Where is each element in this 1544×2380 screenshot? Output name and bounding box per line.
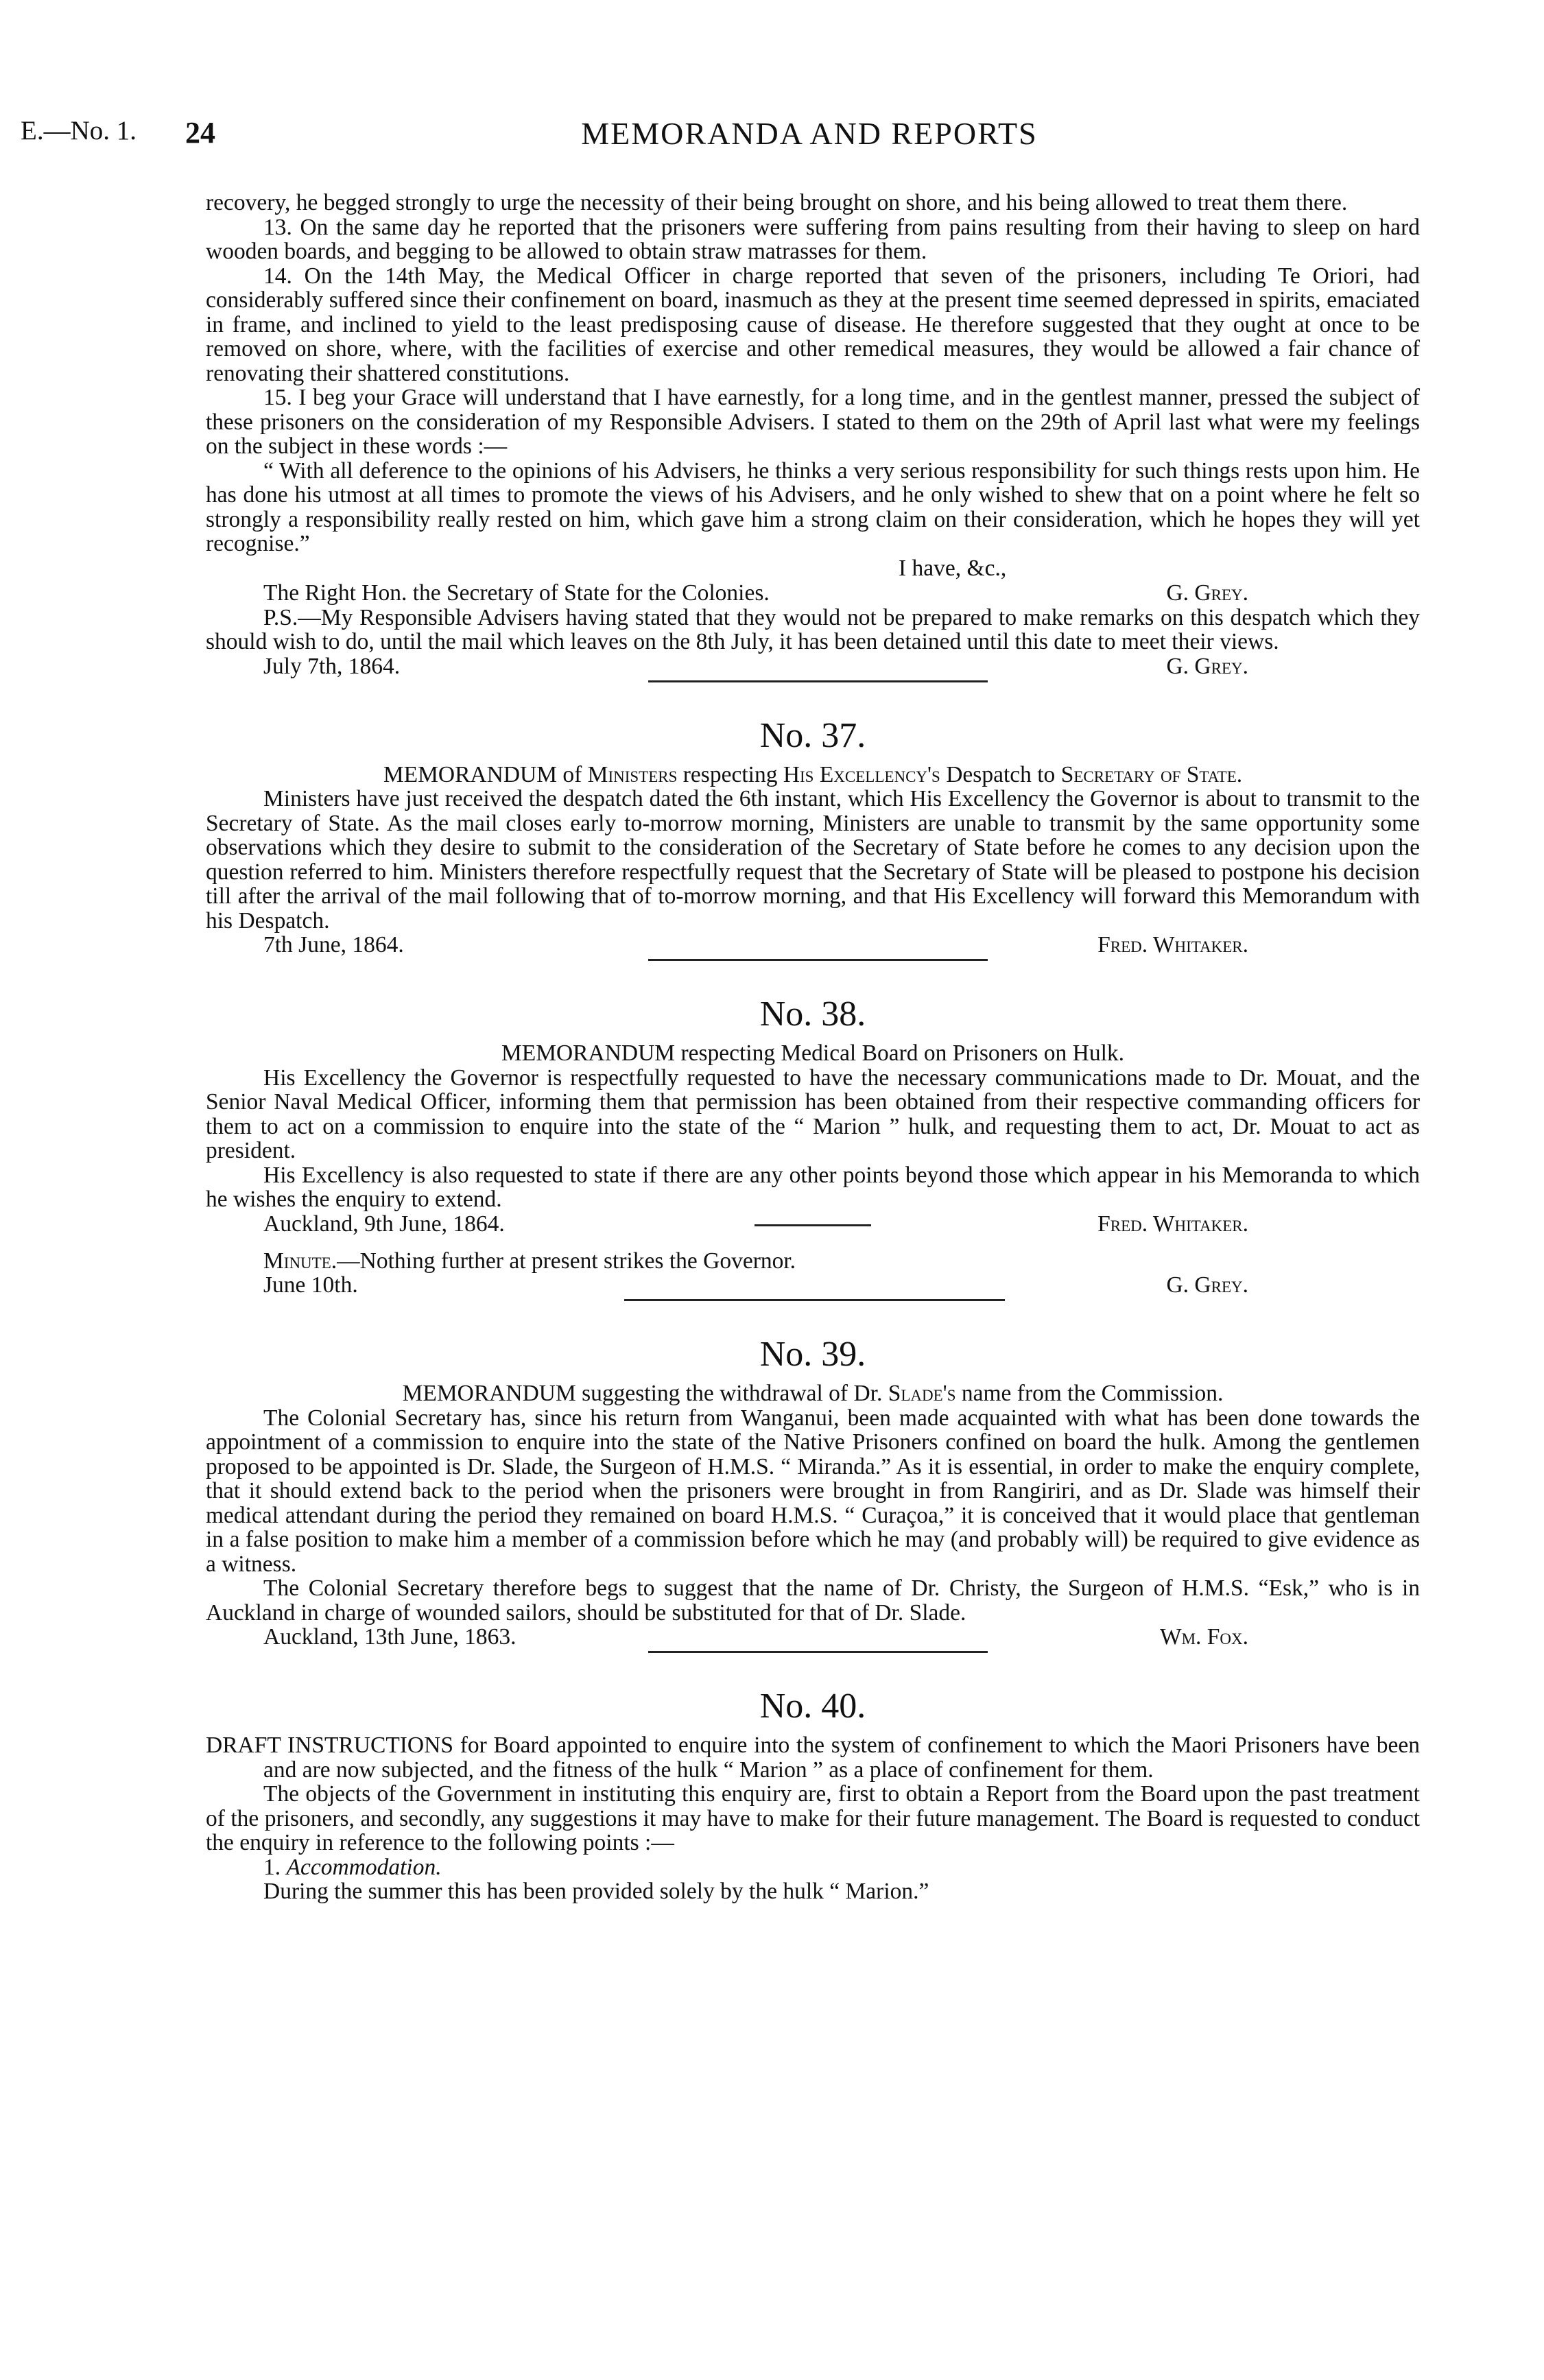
no-39-signature: Wm. Fox. — [1159, 1624, 1248, 1650]
ps-signature: G. Grey. — [1166, 653, 1248, 679]
no-39-paragraph-2: The Colonial Secretary therefore begs to suggest that the name of Dr. Christy, the Surgeon of H.M.S. “Esk,” who is in Auckland in charge of wounded sailors, should be substituted for that of Dr. Slade. — [206, 1575, 1420, 1626]
no-37-date: 7th June, 1864. — [263, 932, 404, 957]
minute-text: —Nothing further at present strikes the Governor. — [337, 1248, 796, 1274]
no-37-date-row — [206, 933, 1420, 957]
item-number: 1. — [263, 1854, 287, 1880]
postscript: P.S.—My Responsible Advisers having stated that they would not be prepared to make remarks on this despatch which they should wish to do, until the mail which leaves on the 8th July, it has been detained until this date to meet their views. — [206, 604, 1420, 654]
no-38-paragraph-1: His Excellency the Governor is respectfully requested to have the necessary communications made to Dr. Mouat, and the Senior Naval Medical Officer, informing them that permission has been obtained from their respective commanding officers for them to act on a commission to enquire into the state of the “ Marion ” hulk, and requesting them to act, Dr. Mouat to act as president. — [206, 1064, 1420, 1163]
closing-row — [206, 556, 1420, 581]
minute-label: Minute. — [263, 1248, 337, 1274]
section-rule — [648, 1651, 988, 1653]
parliamentary-paper-ref: E.—No. 1. — [21, 116, 136, 145]
subhead-text: name from the Commission. — [955, 1381, 1224, 1406]
section-rule — [648, 680, 988, 682]
subhead-smallcaps: Ministers — [587, 761, 678, 787]
no-39-paragraph-1: The Colonial Secretary has, since his return from Wanganui, been made acquainted with what has been done towards the appointment of a commission to enquire into the state of the Native Prisoners confined on board the hulk. Among the gentlemen proposed to be appointed is Dr. Slade, the Surgeon of H.M.S. “ Miranda.” As it is essential, in order to make the enquiry complete, that it should extend back to the period when the prisoners were brought in from Rangiriri, and as Dr. Slade was himself their medical attendant during the period they remained on board H.M.S. “ Curaçoa,” it is conceived that it would place that gentleman in a false position to make him a member of a commission before which he may (and probably will) be required to give evidence as a witness. — [206, 1405, 1420, 1577]
addressee: The Right Hon. the Secretary of State for the Colonies. — [263, 580, 770, 606]
minute-date-row — [206, 1273, 1420, 1298]
heading-no-37: No. 37. — [759, 715, 866, 755]
subhead-no-37 — [206, 763, 1420, 787]
draft-instructions-title: DRAFT INSTRUCTIONS for Board appointed to enquire into the system of confinement to which the Maori Prisoners have been and are now subjected, and the fitness of the hulk “ Marion ” as a place of confinement for them. — [206, 1733, 1420, 1783]
item-1 — [206, 1855, 1420, 1880]
page-number: 24 — [185, 116, 215, 150]
no-37-body: Ministers have just received the despatch dated the 6th instant, which His Excellency the Governor is about to transmit to the Secretary of State. As the mail closes early to-morrow morning, Ministers are unable to transmit by the same opportunity some observations which they desire to submit to the consideration of the Secretary of State before he comes to any decision upon the question referred to him. Ministers therefore respectfully request that the Secretary of State will be pleased to postpone his decision till after the arrival of the mail following that of to-morrow morning, and that His Excellency will forward this Memorandum with his Despatch. — [206, 786, 1420, 933]
no-37-signature: Fred. Whitaker. — [1097, 932, 1248, 957]
section-rule — [648, 959, 988, 961]
subhead-no-39 — [206, 1381, 1420, 1406]
subhead-smallcaps: His Excellency's — [783, 761, 940, 787]
intro-paragraph: recovery, he begged strongly to urge the necessity of their being brought on shore, and his being allowed to treat them there. — [206, 190, 1348, 215]
no-38-date-row — [206, 1212, 1420, 1237]
heading-no-40: No. 40. — [759, 1687, 866, 1726]
no-39-date: Auckland, 13th June, 1863. — [263, 1624, 516, 1650]
ps-date: July 7th, 1864. — [263, 653, 401, 679]
subhead-text: respecting — [677, 761, 783, 787]
running-title: MEMORANDA AND REPORTS — [581, 116, 1038, 151]
quoted-passage: “ With all deference to the opinions of his Advisers, he thinks a very serious responsibility for such things rests upon him. He has done his utmost at all times to promote the views of his Advisers, and he only wished to shew that on a point where he felt so strongly a responsibility really rested on him, which gave him a strong claim on their consideration, which he hopes they will yet recognise.” — [206, 457, 1420, 556]
minute-signature: G. Grey. — [1166, 1272, 1248, 1298]
subhead-text: Despatch to — [940, 761, 1061, 787]
closing-line: I have, &c., — [899, 555, 1007, 581]
heading-no-39: No. 39. — [759, 1335, 866, 1374]
paragraph-14: 14. On the 14th May, the Medical Officer in charge reported that seven of the prisoners, including Te Oriori, had considerably suffered since their confinement on board, inasmuch as they at the present time seemed depressed in spirits, emaciated in frame, and inclined to yield to the least predisposing cause of disease. He therefore suggested that they ought at once to be removed on shore, where, with the facilities of exercise and other remedical measures, they would be allowed a fair chance of renovating their shattered constitutions. — [206, 263, 1420, 386]
minute-date: June 10th. — [263, 1272, 358, 1298]
addressee-row — [206, 581, 1420, 606]
no-38-paragraph-2: His Excellency is also requested to state if there are any other points beyond those which appear in his Memoranda to which he wishes the enquiry to extend. — [206, 1162, 1420, 1212]
ps-date-row — [206, 654, 1420, 679]
heading-no-38: No. 38. — [759, 995, 866, 1034]
signature-grey: G. Grey. — [1166, 580, 1248, 606]
subhead-smallcaps: Secretary of State. — [1060, 761, 1243, 787]
minute — [206, 1249, 1420, 1274]
item-label: Accommodation. — [286, 1854, 442, 1880]
page-header — [21, 115, 1516, 156]
short-rule — [755, 1224, 871, 1226]
no-38-signature: Fred. Whitaker. — [1097, 1211, 1248, 1237]
no-38-date: Auckland, 9th June, 1864. — [263, 1211, 505, 1237]
no-39-date-row — [206, 1625, 1420, 1650]
section-rule — [624, 1299, 1005, 1301]
subhead-smallcaps: Slade's — [888, 1381, 956, 1406]
subhead-text: MEMORANDUM of — [383, 761, 588, 787]
page-body — [206, 191, 1420, 1904]
subhead-no-38: MEMORANDUM respecting Medical Board on Prisoners on Hulk. — [501, 1040, 1125, 1066]
paragraph-15: 15. I beg your Grace will understand that I have earnestly, for a long time, and in the gentlest manner, pressed the subject of these prisoners on the consideration of my Responsible Advisers. I stated to them on the 29th of April last what were my feelings on the subject in these words :— — [206, 385, 1420, 459]
paragraph-13: 13. On the same day he reported that the prisoners were suffering from pains resulting from their having to sleep on hard wooden boards, and begging to be allowed to obtain straw matrasses for them. — [206, 214, 1420, 264]
no-40-paragraph-1: The objects of the Government in instituting this enquiry are, first to obtain a Report from the Board upon the past treatment of the prisoners, and secondly, any suggestions it may have to make for their future management. The Board is requested to conduct the enquiry in reference to the following points :— — [206, 1781, 1420, 1855]
subhead-text: MEMORANDUM suggesting the withdrawal of Dr. — [402, 1381, 888, 1406]
no-40-paragraph-2: During the summer this has been provided solely by the hulk “ Marion.” — [263, 1879, 929, 1904]
spacer — [206, 1237, 1420, 1249]
